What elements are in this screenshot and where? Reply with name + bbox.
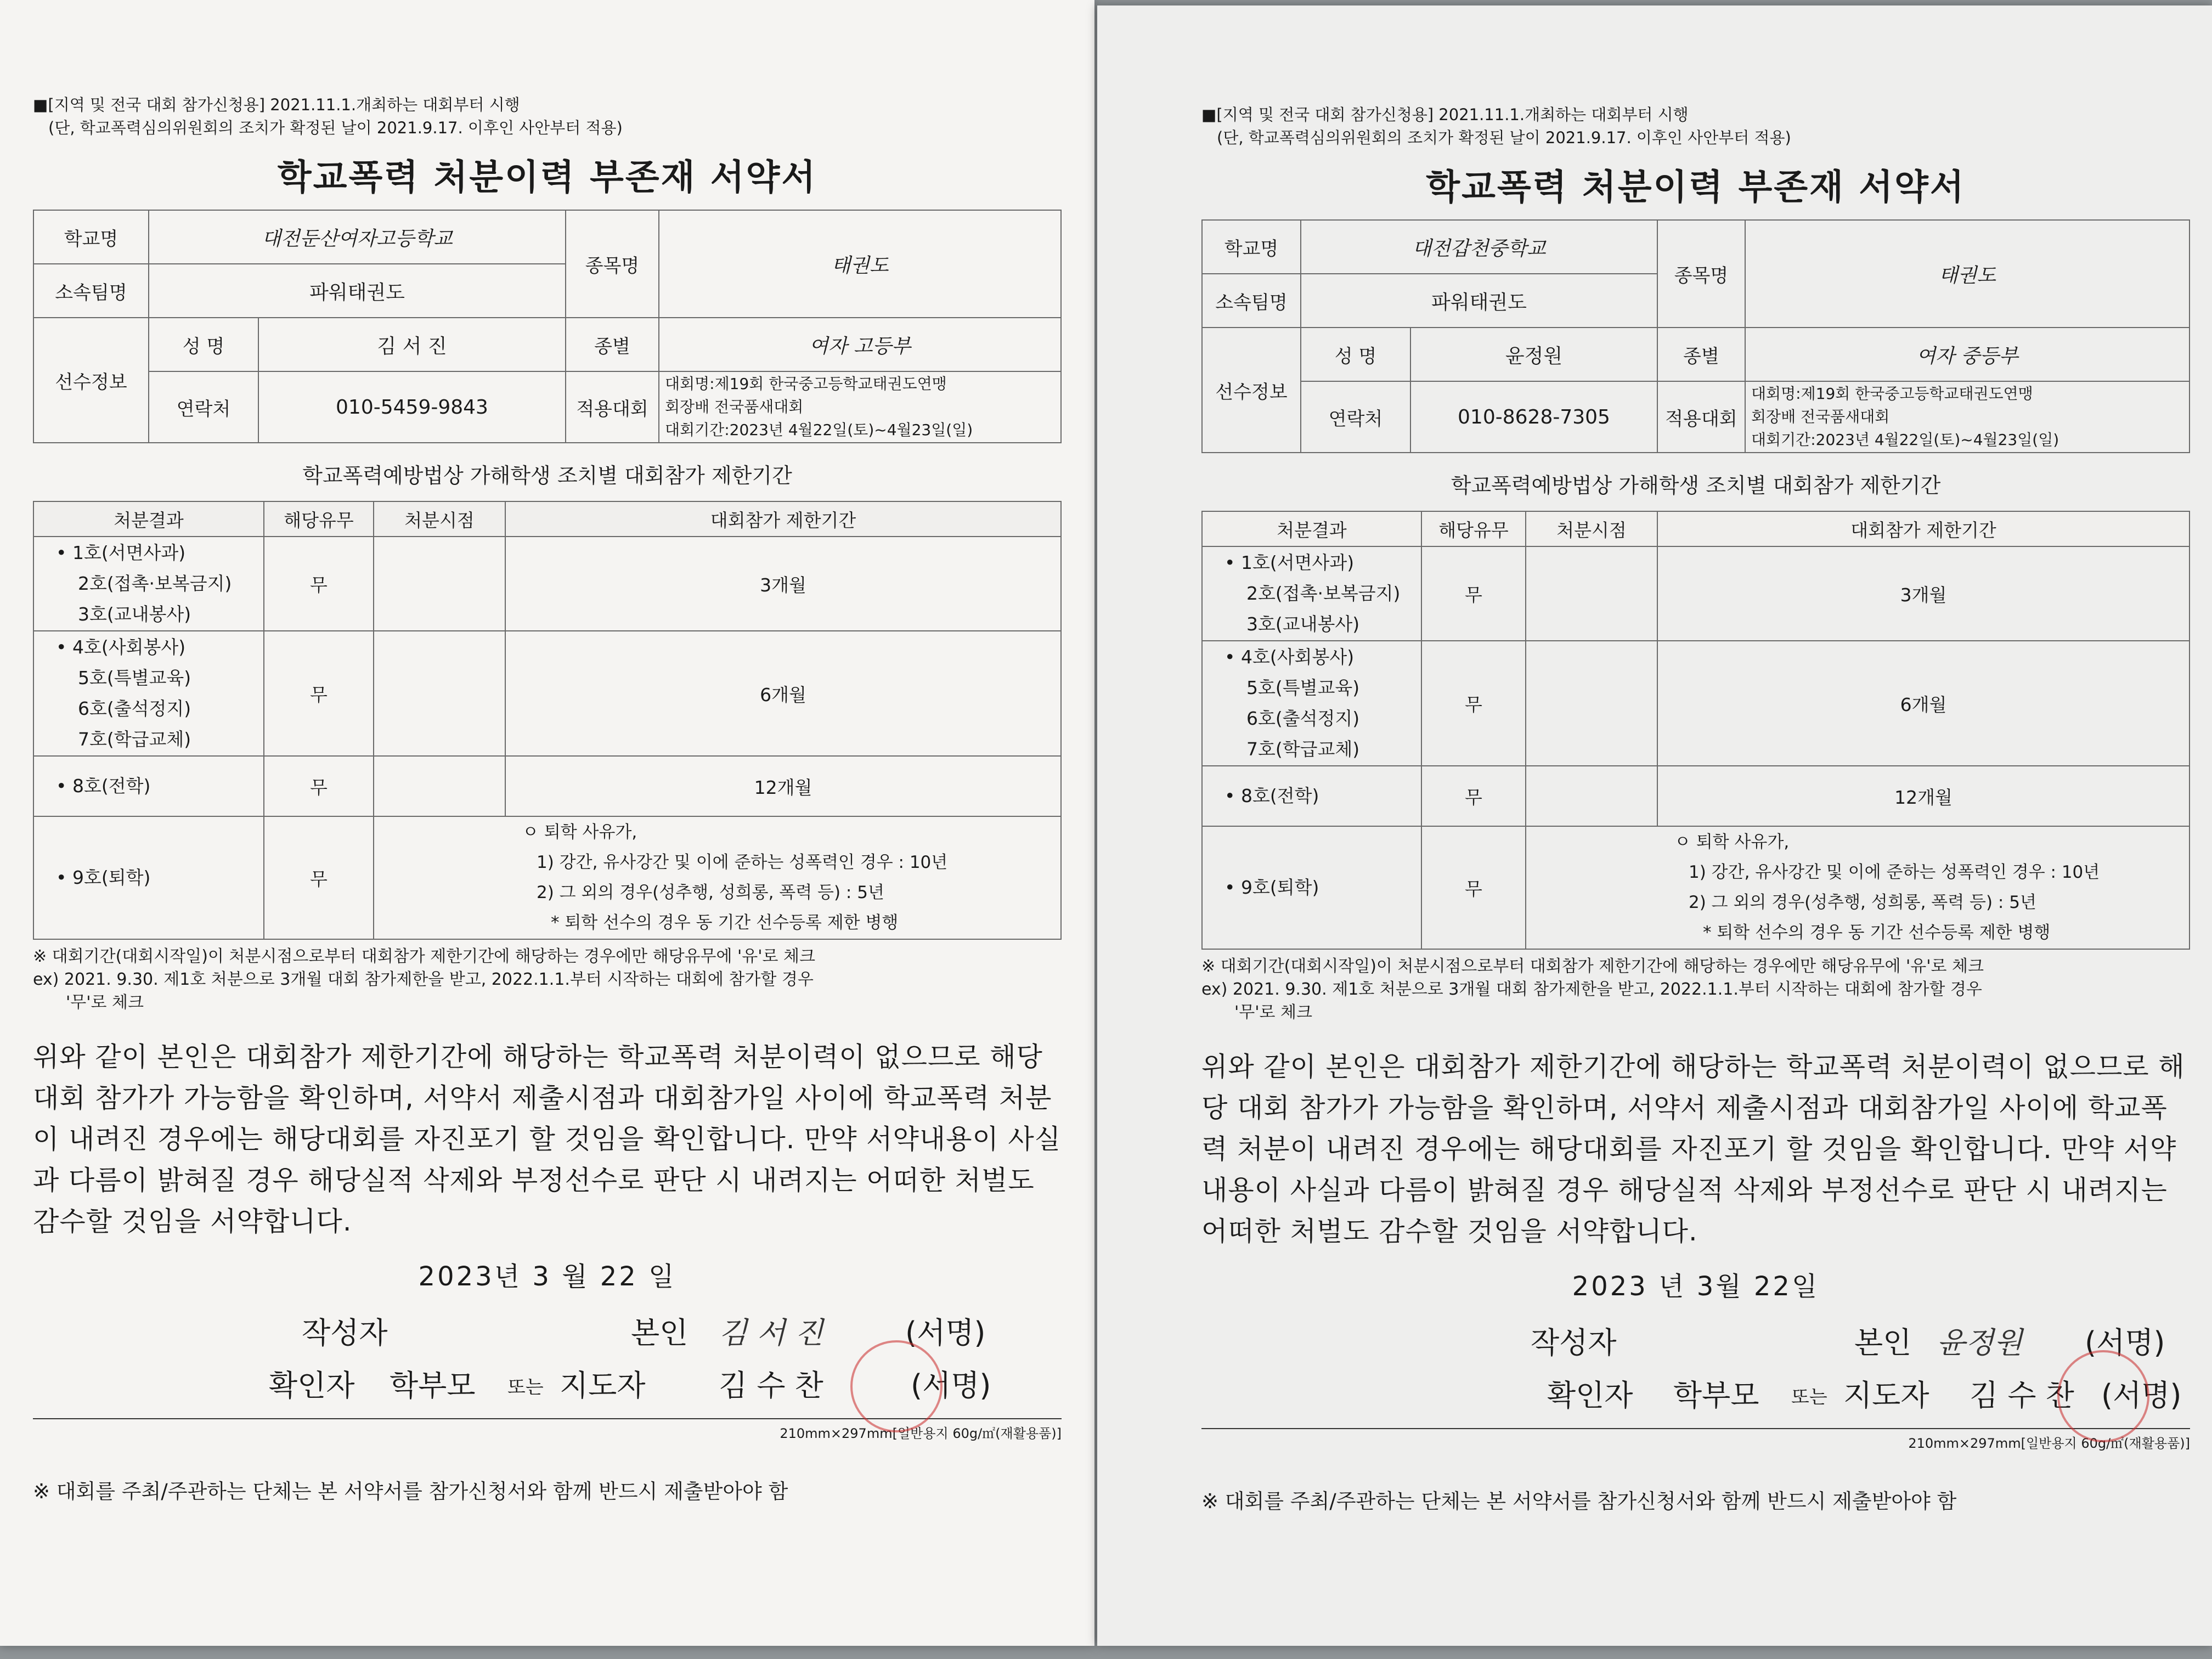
col-header-status: 해당유무 <box>264 501 374 537</box>
measure-item: 7호(학급교체) <box>1246 738 1360 760</box>
status-cell: 무 <box>264 537 374 631</box>
label-event: 적용대회 <box>1657 381 1745 453</box>
status-cell: 무 <box>264 756 374 816</box>
label-team: 소속팀명 <box>1202 274 1301 328</box>
event-line-3: 대회기간:2023년 4월22일(토)~4월23일(일) <box>665 421 973 439</box>
remark-line: 2) 그 외의 경우(성추행, 성희롱, 폭력 등) : 5년 <box>537 883 884 902</box>
school-name: 대전둔산여자고등학교 <box>149 210 566 264</box>
col-header-result: 처분결과 <box>1202 511 1421 546</box>
pledge-body: 위와 같이 본인은 대회참가 제한기간에 해당하는 학교폭력 처분이력이 없으므로 해당 대회 참가가 가능함을 확인하며, 서약서 제출시점과 대회참가일 사이에 학교폭력 처분이 내려진 경우에는 해당대회를 자진포기 할 것임을 확인합니다. 만약 서약내용이 사실과 다름이 밝혀질 경우 해당실적 삭제와 부정선수로 판단 시 내려지는 어떠한 처벌도 감수할 것임을 서약합니다. <box>1201 1051 2185 1247</box>
sign-mark: (서명) <box>911 1368 991 1403</box>
header-line-1: ■[지역 및 전국 대회 참가신청용] 2021.11.1.개최하는 대회부터 시행 <box>33 95 520 114</box>
measure-cell <box>33 816 264 939</box>
note-line-3: '무'로 체크 <box>1234 1003 1312 1022</box>
label-contact: 연락처 <box>149 371 258 443</box>
signature-row-confirm <box>33 1362 1062 1415</box>
table-row <box>1202 641 2190 766</box>
label-sport: 종목명 <box>1657 220 1745 328</box>
footer-note: ※ 대회를 주최/주관하는 단체는 본 서약서를 참가신청서와 함께 반드시 제출받아야 함 <box>33 1480 788 1503</box>
event-line-3: 대회기간:2023년 4월22일(토)~4월23일(일) <box>1751 431 2059 449</box>
pledge-document-right <box>1097 5 2212 1646</box>
header-line-2: (단, 학교폭력심의위원회의 조치가 확정된 날이 2021.9.17. 이후인 사안부터 적용) <box>48 119 623 137</box>
signature-block <box>33 1310 1062 1442</box>
footer-note: ※ 대회를 주최/주관하는 단체는 본 서약서를 참가신청서와 함께 반드시 제출받아야 함 <box>1201 1489 1957 1513</box>
label-contact: 연락처 <box>1301 381 1410 453</box>
self-label: 본인 <box>1854 1325 1912 1360</box>
coach-label: 지도자 <box>560 1368 646 1403</box>
event-line-1: 대회명:제19회 한국중고등학교태권도연맹 <box>1751 385 2033 403</box>
measure-cell <box>1202 641 1421 766</box>
penalty-table <box>33 501 1062 940</box>
category-value: 여자 중등부 <box>1745 328 2190 381</box>
measure-item: • 9호(퇴학) <box>56 867 151 888</box>
contact-value: 010-5459-9843 <box>258 371 566 443</box>
note-line-3: '무'로 체크 <box>66 993 144 1012</box>
signature-row-confirm <box>1201 1372 2190 1425</box>
writer-label: 작성자 <box>1531 1325 1617 1360</box>
pledge-date: 2023년 3 월 22 일 <box>418 1261 676 1292</box>
measure-cell <box>1202 766 1421 826</box>
player-name: 윤정원 <box>1410 328 1657 381</box>
period-cell: 12개월 <box>505 756 1061 816</box>
table-row <box>1202 826 2190 949</box>
document-title: 학교폭력 처분이력 부존재 서약서 <box>277 157 817 198</box>
sign-mark: (서명) <box>2101 1378 2182 1413</box>
label-event: 적용대회 <box>566 371 659 443</box>
note-line-1: ※ 대회기간(대회시작일)이 처분시점으로부터 대회참가 제한기간에 해당하는 경우에만 해당유무에 '유'로 체크 <box>1201 957 1984 976</box>
sport-name: 태권도 <box>659 210 1061 318</box>
label-school: 학교명 <box>33 210 149 264</box>
sport-name: 태권도 <box>1745 220 2190 328</box>
pledge-date: 2023 년 3월 22일 <box>1572 1271 1820 1302</box>
red-stamp <box>2057 1350 2149 1442</box>
remark-line: 1) 강간, 유사강간 및 이에 준하는 성폭력인 경우 : 10년 <box>1689 862 2100 882</box>
remark-line: ㅇ 퇴학 사유가, <box>522 822 637 842</box>
sign-mark: (서명) <box>905 1316 986 1350</box>
measure-item: 3호(교내봉사) <box>1246 613 1360 635</box>
measure-item: • 1호(서면사과) <box>56 542 186 563</box>
pledge-body: 위와 같이 본인은 대회참가 제한기간에 해당하는 학교폭력 처분이력이 없으므로 해당 대회 참가가 가능함을 확인하며, 서약서 제출시점과 대회참가일 사이에 학교폭력 처분이 내려진 경우에는 해당대회를 자진포기 할 것임을 확인합니다. 만약 서약내용이 사실과 다름이 밝혀질 경우 해당실적 삭제와 부정선수로 판단 시 내려지는 어떠한 처벌도 감수할 것임을 서약합니다. <box>33 1041 1062 1237</box>
info-table <box>33 210 1062 443</box>
event-line-1: 대회명:제19회 한국중고등학교태권도연맹 <box>665 375 947 393</box>
period-cell: 3개월 <box>505 537 1061 631</box>
event-value <box>659 371 1061 443</box>
measure-item: • 8호(전학) <box>56 775 151 797</box>
notes <box>1201 955 2190 1024</box>
measure-item: 2호(접촉·보복금지) <box>1246 583 1401 604</box>
measure-item: • 8호(전학) <box>1224 785 1319 806</box>
measure-item: 6호(출석정지) <box>78 698 191 719</box>
or-label: 또는 <box>507 1376 544 1398</box>
contact-value: 010-8628-7305 <box>1410 381 1657 453</box>
table-row <box>1202 766 2190 826</box>
col-header-period: 대회참가 제한기간 <box>1657 511 2190 546</box>
info-table <box>1201 219 2190 453</box>
measure-item: 6호(출석정지) <box>1246 708 1360 729</box>
remarks-cell <box>1526 826 2190 949</box>
remark-line: 1) 강간, 유사강간 및 이에 준하는 성폭력인 경우 : 10년 <box>537 853 948 872</box>
pledge-document-left <box>0 0 1094 1646</box>
measure-cell <box>33 756 264 816</box>
table-row <box>33 537 1061 631</box>
school-name: 대전갑천중학교 <box>1301 220 1657 274</box>
col-header-time: 처분시점 <box>374 501 505 537</box>
self-signature-name: 윤정원 <box>1937 1325 2023 1360</box>
remark-line: 2) 그 외의 경우(성추행, 성희롱, 폭력 등) : 5년 <box>1689 893 2036 912</box>
label-school: 학교명 <box>1202 220 1301 274</box>
period-cell: 3개월 <box>1657 546 2190 641</box>
header-line-2: (단, 학교폭력심의위원회의 조치가 확정된 날이 2021.9.17. 이후인 사안부터 적용) <box>1217 128 1791 147</box>
table-row <box>33 756 1061 816</box>
signature-block <box>1201 1319 2190 1452</box>
signature-row-writer <box>1201 1319 2190 1372</box>
col-header-period: 대회참가 제한기간 <box>505 501 1061 537</box>
measure-item: • 1호(서면사과) <box>1224 552 1355 573</box>
document-content <box>33 93 1062 1504</box>
red-stamp <box>850 1340 943 1432</box>
label-team: 소속팀명 <box>33 264 149 318</box>
table-row <box>1202 546 2190 641</box>
status-cell: 무 <box>264 631 374 756</box>
document-header <box>1201 103 2190 149</box>
penalty-table <box>1201 511 2190 950</box>
time-cell <box>374 756 505 816</box>
measure-item: 5호(특별교육) <box>78 667 191 689</box>
measure-cell <box>1202 546 1421 641</box>
event-line-2: 회장배 전국품새대회 <box>1751 408 1890 426</box>
table-row <box>33 631 1061 756</box>
event-value <box>1745 381 2190 453</box>
measure-cell <box>1202 826 1421 949</box>
period-cell: 12개월 <box>1657 766 2190 826</box>
label-player: 선수정보 <box>33 318 149 443</box>
status-cell: 무 <box>1421 641 1526 766</box>
coach-label: 지도자 <box>1843 1378 1929 1413</box>
parent-label: 학부모 <box>390 1368 476 1403</box>
paper-spec: 210mm×297mm[일반용지 60g/㎡(재활용품)] <box>1201 1428 2190 1452</box>
document-title: 학교폭력 처분이력 부존재 서약서 <box>1426 167 1966 208</box>
sign-mark: (서명) <box>2085 1325 2165 1360</box>
or-label: 또는 <box>1791 1386 1827 1408</box>
document-header <box>33 93 1062 139</box>
section-title: 학교폭력예방법상 가해학생 조치별 대회참가 제한기간 <box>1451 473 1941 498</box>
self-signature-name: 김 서 진 <box>719 1316 823 1350</box>
remark-line: * 퇴학 선수의 경우 동 기간 선수등록 제한 병행 <box>551 913 899 933</box>
note-line-2: ex) 2021. 9.30. 제1호 처분으로 3개월 대회 참가제한을 받고, 2022.1.1.부터 시작하는 대회에 참가할 경우 <box>33 970 814 989</box>
label-sport: 종목명 <box>566 210 659 318</box>
category-value: 여자 고등부 <box>659 318 1061 371</box>
time-cell <box>374 537 505 631</box>
label-category: 종별 <box>566 318 659 371</box>
measure-cell <box>33 631 264 756</box>
period-cell: 6개월 <box>1657 641 2190 766</box>
time-cell <box>1526 546 1657 641</box>
status-cell: 무 <box>1421 826 1526 949</box>
label-name: 성 명 <box>1301 328 1410 381</box>
label-category: 종별 <box>1657 328 1745 381</box>
measure-item: 7호(학급교체) <box>78 729 191 750</box>
measure-item: 2호(접촉·보복금지) <box>78 573 232 594</box>
measure-item: 3호(교내봉사) <box>78 603 191 625</box>
measure-item: • 4호(사회봉사) <box>56 636 186 658</box>
time-cell <box>1526 641 1657 766</box>
coach-name: 김 수 찬 <box>1970 1378 2074 1413</box>
team-name: 파워태권도 <box>149 264 566 318</box>
measure-item: 5호(특별교육) <box>1246 677 1360 698</box>
status-cell: 무 <box>264 816 374 939</box>
writer-label: 작성자 <box>302 1316 388 1350</box>
event-line-2: 회장배 전국품새대회 <box>665 398 804 416</box>
label-player: 선수정보 <box>1202 328 1301 453</box>
table-row <box>33 816 1061 939</box>
period-cell: 6개월 <box>505 631 1061 756</box>
paper-spec: 210mm×297mm[일반용지 60g/㎡(재활용품)] <box>33 1418 1062 1442</box>
col-header-result: 처분결과 <box>33 501 264 537</box>
remark-line: * 퇴학 선수의 경우 동 기간 선수등록 제한 병행 <box>1703 923 2051 943</box>
parent-label: 학부모 <box>1673 1378 1759 1413</box>
team-name: 파워태권도 <box>1301 274 1657 328</box>
section-title: 학교폭력예방법상 가해학생 조치별 대회참가 제한기간 <box>302 464 792 488</box>
col-header-status: 해당유무 <box>1421 511 1526 546</box>
time-cell <box>374 631 505 756</box>
notes <box>33 945 1062 1014</box>
note-line-1: ※ 대회기간(대회시작일)이 처분시점으로부터 대회참가 제한기간에 해당하는 경우에만 해당유무에 '유'로 체크 <box>33 947 815 966</box>
measure-item: • 4호(사회봉사) <box>1224 646 1355 668</box>
player-name: 김 서 진 <box>258 318 566 371</box>
self-label: 본인 <box>631 1316 689 1350</box>
confirm-label: 확인자 <box>269 1368 355 1403</box>
col-header-time: 처분시점 <box>1526 511 1657 546</box>
label-name: 성 명 <box>149 318 258 371</box>
measure-item: • 9호(퇴학) <box>1224 877 1319 898</box>
measure-cell <box>33 537 264 631</box>
status-cell: 무 <box>1421 546 1526 641</box>
time-cell <box>1526 766 1657 826</box>
confirm-label: 확인자 <box>1547 1378 1633 1413</box>
header-line-1: ■[지역 및 전국 대회 참가신청용] 2021.11.1.개최하는 대회부터 시행 <box>1201 105 1689 124</box>
remark-line: ㅇ 퇴학 사유가, <box>1674 832 1790 852</box>
status-cell: 무 <box>1421 766 1526 826</box>
document-content <box>1201 103 2190 1514</box>
remarks-cell <box>374 816 1061 939</box>
note-line-2: ex) 2021. 9.30. 제1호 처분으로 3개월 대회 참가제한을 받고, 2022.1.1.부터 시작하는 대회에 참가할 경우 <box>1201 980 1982 999</box>
coach-name: 김 수 찬 <box>719 1368 823 1403</box>
